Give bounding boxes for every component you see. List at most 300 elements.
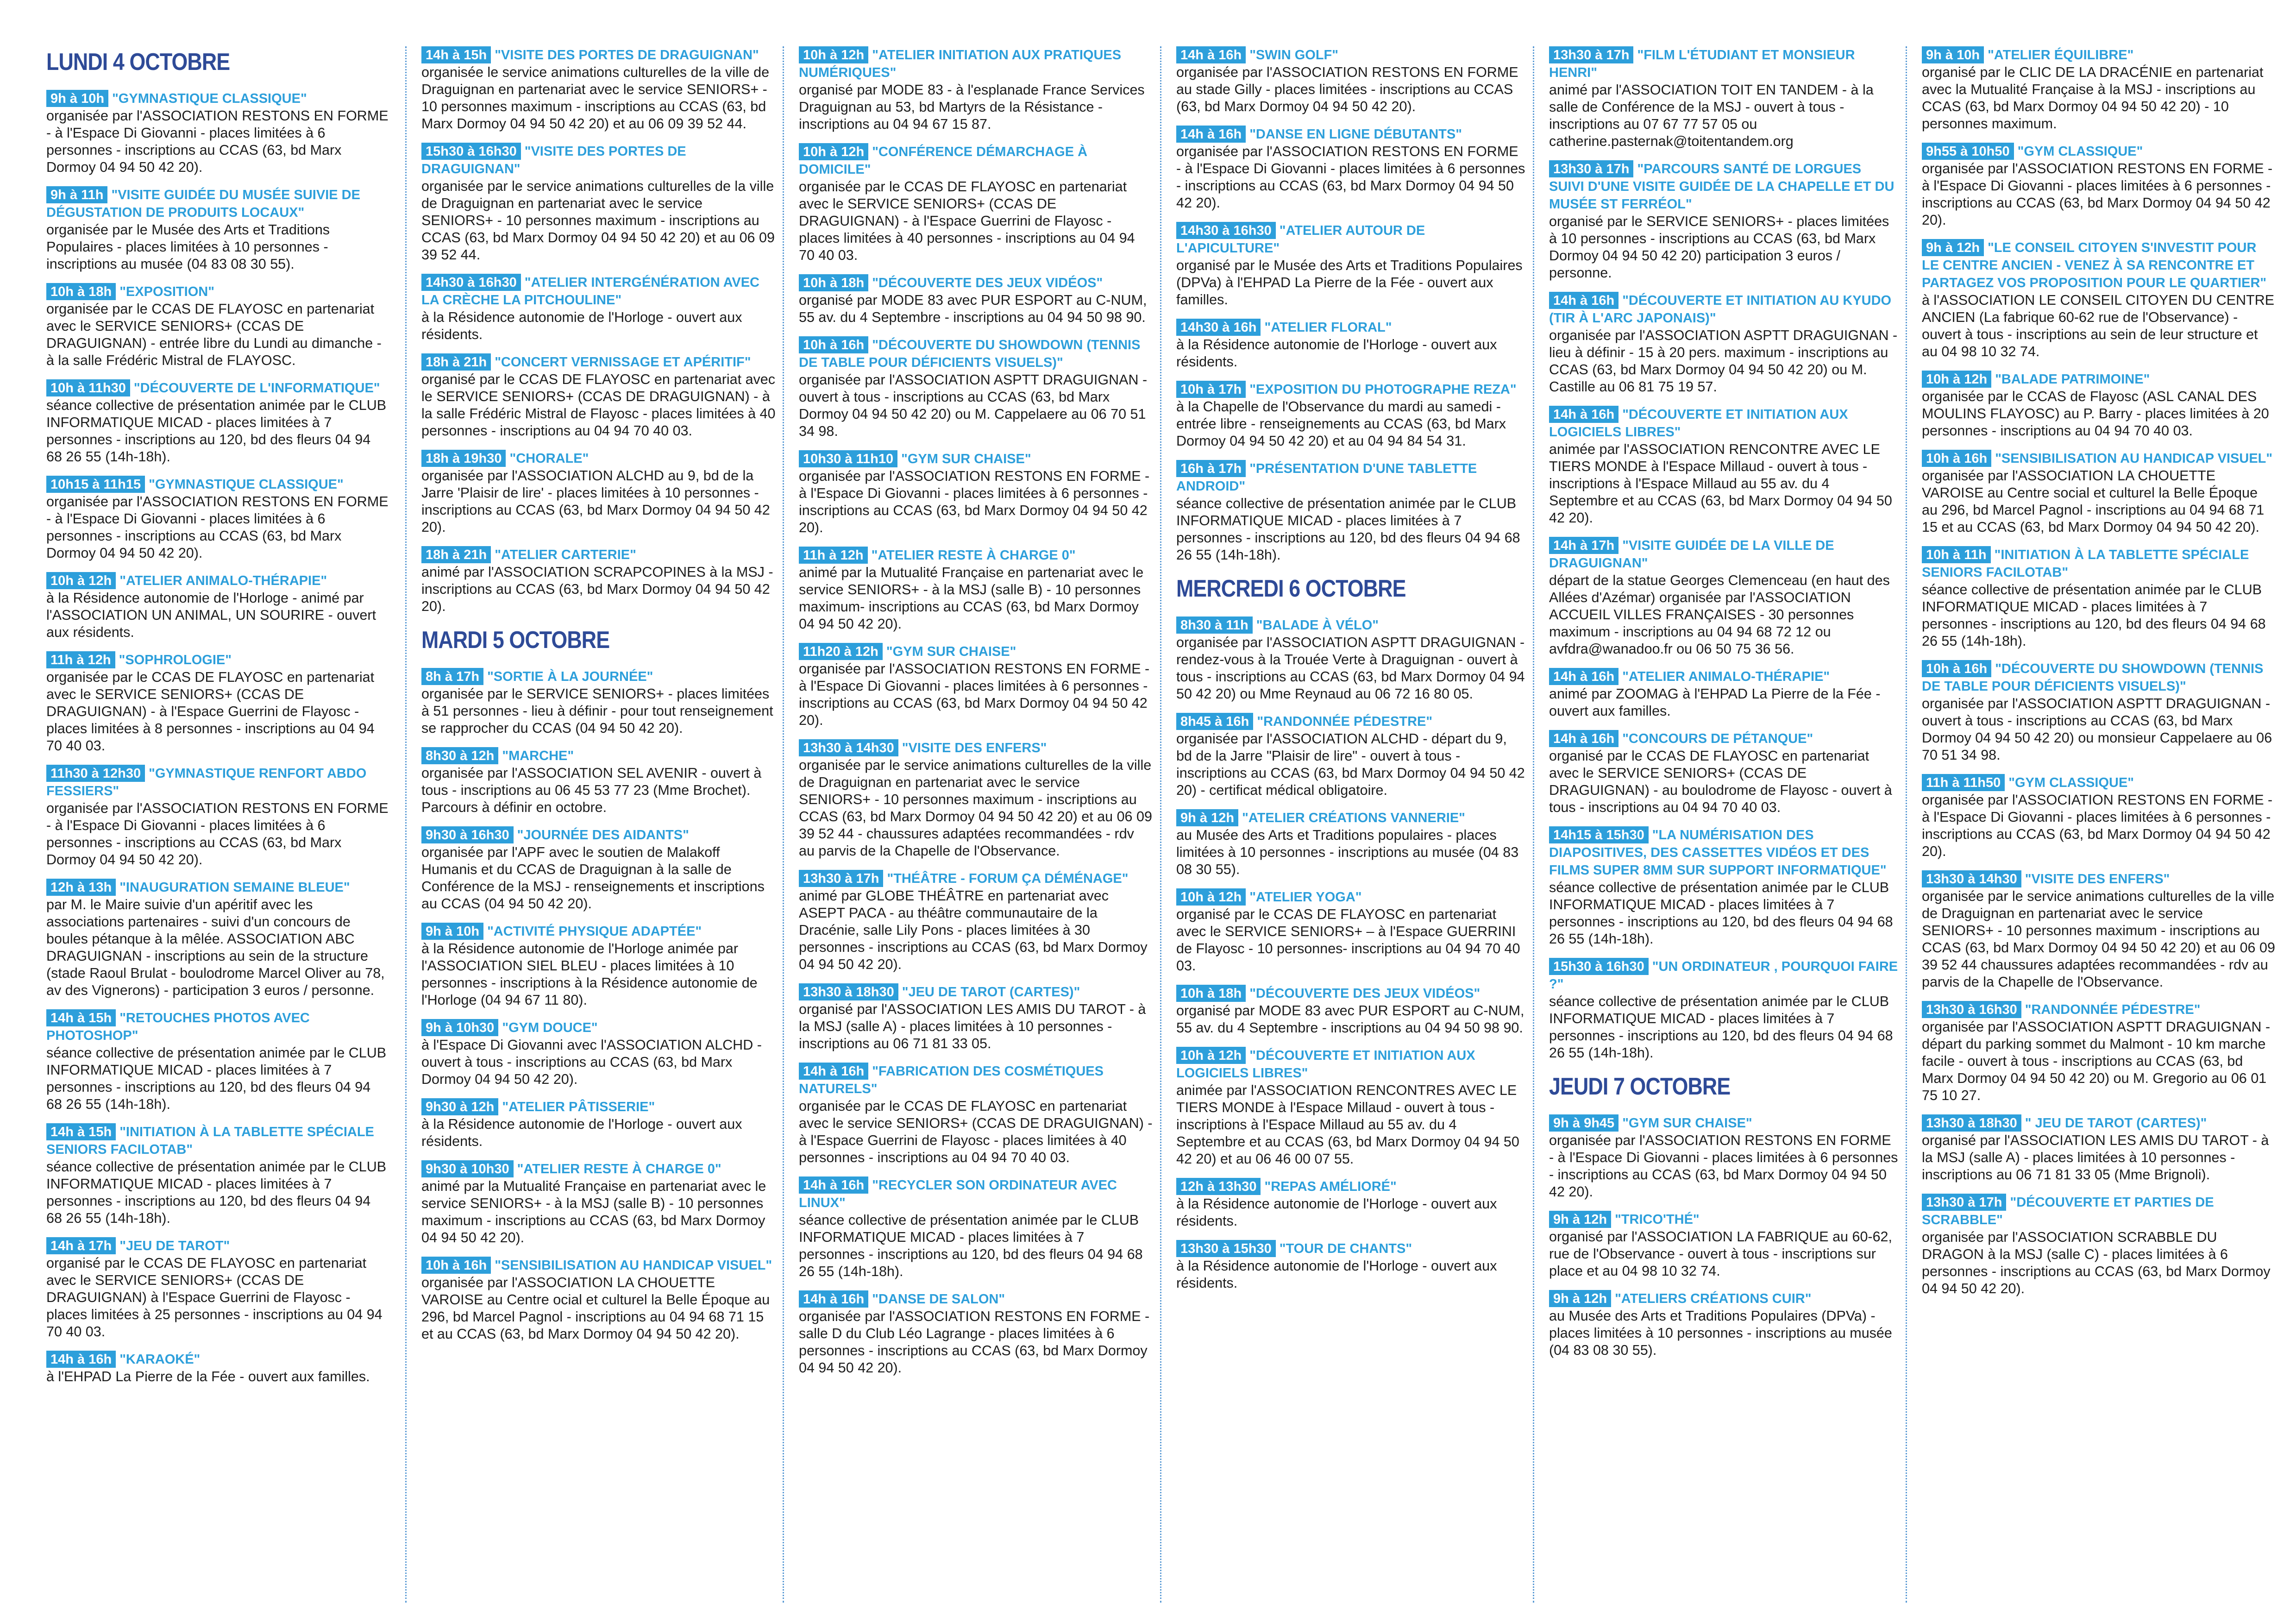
event-description: organisée le service animations culturelles de la ville de Draguignan en partenariat avec le service SENIORS+ - 10 personnes maximum - inscriptions au CCAS (63, bd Marx Dormoy 04 94 50 42 20) et au 06 09 39 52 44.	[421, 64, 770, 132]
time-badge: 14h à 17h	[1549, 537, 1618, 554]
time-badge: 14h à 16h	[46, 1351, 116, 1368]
time-badge: 10h à 12h	[799, 46, 868, 63]
event-item	[1549, 668, 1899, 720]
time-badge: 14h à 16h	[1549, 406, 1618, 423]
event-item	[1549, 1211, 1899, 1280]
event-item	[1176, 381, 1526, 450]
event-item	[1176, 616, 1526, 703]
time-badge: 11h à 11h50	[1922, 774, 2005, 791]
event-title: "LE CONSEIL CITOYEN S'INVESTIT POUR LE CENTRE ANCIEN - VENEZ À SA RENCONTRE ET PARTAGEZ VOS PROPOSITION POUR LE QUARTIER"	[1922, 240, 2267, 290]
event-item	[421, 923, 776, 1009]
event-title: "GYM DOUCE"	[502, 1020, 598, 1035]
event-title: "VISITE DES PORTES DE DRAGUIGNAN"	[495, 48, 759, 63]
event-description: organisé par MODE 83 avec PUR ESPORT au C-NUM, 55 av. du 4 Septembre - inscriptions au 04 94 50 98 90.	[799, 292, 1147, 325]
event-description: organisée par l'ASSOCIATION ALCHD - départ du 9, bd de la Jarre "Plaisir de lire" - ouvert à tous - inscriptions au CCAS (63, bd Marx Dormoy 04 94 50 42 20) - certificat médical obligatoire.	[1176, 731, 1525, 798]
event-title: "JOURNÉE DES AIDANTS"	[517, 828, 689, 843]
event-item	[421, 450, 776, 536]
time-badge: 8h à 17h	[421, 668, 483, 685]
time-badge: 8h30 à 12h	[421, 747, 498, 764]
time-badge: 9h à 12h	[1922, 239, 1984, 256]
event-item	[1922, 143, 2276, 229]
event-title: "VISITE DES ENFERS"	[2025, 872, 2170, 887]
event-title: "CONCOURS DE PÉTANQUE"	[1622, 731, 1813, 746]
event-item	[1176, 1047, 1526, 1168]
time-badge: 15h30 à 16h30	[421, 143, 521, 160]
day-block	[1549, 1073, 1899, 1359]
event-title: "BALADE À VÉLO"	[1256, 618, 1379, 633]
event-description: organisée par l'ASSOCIATION RESTONS EN FORME - à l'Espace Di Giovanni - places limitées à 6 personnes - inscriptions au CCAS (63, bd Marx Dormoy 04 94 50 42 20).	[1549, 1132, 1898, 1200]
event-description: organisé par le CLIC DE LA DRACÉNIE en partenariat avec la Mutualité Française à la MSJ - inscriptions au CCAS (63, bd Marx Dormoy 04 94 50 42 20) - 10 personnes maximum.	[1922, 64, 2264, 132]
time-badge: 13h30 à 17h	[1549, 46, 1633, 63]
event-description: animée par l'ASSOCIATION RENCONTRE AVEC LE TIERS MONDE à l'Espace Millaud - ouvert à tous - inscriptions à l'Espace Millaud au 55 av. du 4 Septembre et au CCAS (63, bd Marx Dormoy 04 94 50 42 20).	[1549, 441, 1892, 526]
event-title: "ATELIER FLORAL"	[1264, 320, 1392, 335]
time-badge: 14h à 15h	[46, 1123, 116, 1140]
time-badge: 10h à 18h	[46, 283, 116, 300]
day-block	[1176, 46, 1526, 564]
time-badge: 11h30 à 12h30	[46, 765, 145, 782]
event-description: organisée par l'APF avec le soutien de Malakoff Humanis et du CCAS de Draguignan à la salle de Conférence de la MSJ - renseignements et inscriptions au CCAS (04 94 50 42 20).	[421, 844, 765, 912]
event-description: à l'ASSOCIATION LE CONSEIL CITOYEN DU CENTRE ANCIEN (La fabrique 60-62 rue de l'Observance) - ouvert à tous - inscriptions au sein de leur structure et au 04 98 10 32 74.	[1922, 292, 2275, 359]
event-item	[1922, 450, 2276, 536]
event-title: "DÉCOUVERTE DES JEUX VIDÉOS"	[1249, 986, 1480, 1001]
event-description: séance collective de présentation animée par le CLUB INFORMATIQUE MICAD - places limitées à 7 personnes - inscriptions au 120, bd des fleurs 04 94 68 26 55 (14h-18h).	[1176, 496, 1520, 563]
time-badge: 10h à 16h	[421, 1257, 491, 1274]
event-description: organisée par l'ASSOCIATION ASPTT DRAGUIGNAN - lieu à définir - 15 à 20 pers. maximum - inscriptions au CCAS (63, bd Marx Dormoy 04 94 50 42 20) ou M. Castille au 06 81 75 19 57.	[1549, 327, 1898, 395]
event-title: "GYM CLASSIQUE"	[2017, 144, 2143, 159]
event-title: "GYMNASTIQUE CLASSIQUE"	[149, 477, 344, 492]
event-title: "ATELIER RESTE À CHARGE 0"	[871, 548, 1076, 563]
event-item	[799, 739, 1153, 860]
time-badge: 9h à 10h30	[421, 1019, 498, 1036]
event-item	[1176, 713, 1526, 799]
event-item	[1176, 809, 1526, 878]
event-item	[1549, 160, 1899, 282]
event-item	[799, 1290, 1153, 1377]
time-badge: 14h à 15h	[46, 1009, 116, 1026]
event-item	[1176, 319, 1526, 371]
event-description: par M. le Maire suivie d'un apéritif avec les associations partenaires - suivi d'un concours de boules pétanque à la mêlée. ASSOCIATION ABC DRAGUIGNAN - inscriptions au sein de la structure (stade Raoul Brulat - boulodrome Marcel Oliver au 78, av des Vignerons) - participation 3 euros / personne.	[46, 897, 385, 998]
event-title: "DÉCOUVERTE ET INITIATION AUX LOGICIELS LIBRES"	[1176, 1048, 1475, 1081]
day-block	[421, 626, 776, 1343]
event-title: "ATELIER CRÉATIONS VANNERIE"	[1242, 811, 1465, 825]
time-badge: 10h à 12h	[1922, 371, 1991, 388]
event-title: "VISITE GUIDÉE DE LA VILLE DE DRAGUIGNAN"	[1549, 538, 1834, 571]
event-description: organisé par le CCAS DE FLAYOSC en partenariat avec le SERVICE SENIORS+ (CCAS DE DRAGUIGNAN) - à la salle Frédéric Mistral de Flayosc - places limitées à 40 personnes - inscriptions au 04 94 70 40 03.	[421, 371, 776, 439]
event-description: organisée par le CCAS DE FLAYOSC en partenariat avec le SERVICE SENIORS+ (CCAS DE DRAGUIGNAN) - à l'Espace Guerrini de Flayosc - places limitées à 40 personnes - inscriptions au 04 94 70 40 03.	[799, 179, 1135, 263]
event-description: organisée par l'ASSOCIATION RESTONS EN FORME - à l'Espace Di Giovanni - places limitées à 6 personnes - inscriptions au CCAS (63, bd Marx Dormoy 04 94 50 42 20).	[46, 494, 389, 561]
event-item	[46, 1009, 389, 1113]
column-3	[783, 46, 1153, 1603]
time-badge: 9h30 à 16h30	[421, 826, 514, 843]
event-item	[421, 274, 776, 343]
time-badge: 8h30 à 11h	[1176, 616, 1253, 634]
event-title: "GYMNASTIQUE RENFORT ABDO FESSIERS"	[46, 766, 367, 799]
event-title: "EXPOSITION DU PHOTOGRAPHE REZA"	[1249, 382, 1517, 397]
time-badge: 11h à 12h	[799, 547, 868, 564]
event-title: "SOPHROLOGIE"	[119, 653, 232, 667]
time-badge: 10h15 à 11h15	[46, 476, 145, 493]
event-item	[1549, 406, 1899, 527]
event-title: "RECYCLER SON ORDINATEUR AVEC LINUX"	[799, 1178, 1117, 1210]
event-title: "CONCERT VERNISSAGE ET APÉRITIF"	[495, 355, 751, 370]
event-title: "EXPOSITION"	[119, 284, 214, 299]
event-description: séance collective de présentation animée par le CLUB INFORMATIQUE MICAD - places limitées à 7 personnes - inscriptions au 120, bd des fleurs 04 94 68 26 55 (14h-18h).	[799, 1212, 1143, 1279]
event-description: à la Résidence autonomie de l'Horloge - ouvert aux résidents.	[421, 309, 742, 342]
time-badge: 13h30 à 17h	[799, 870, 883, 887]
event-description: organisé par MODE 83 - à l'esplanade France Services Draguignan au 53, bd Martyrs de la Résistance - inscriptions au 04 94 67 15 87.	[799, 82, 1145, 132]
time-badge: 14h à 16h	[799, 1063, 868, 1080]
event-title: "REPAS AMÉLIORÉ"	[1264, 1179, 1397, 1194]
event-item	[46, 1123, 389, 1227]
day-block	[1549, 46, 1899, 1062]
time-badge: 10h à 16h	[799, 336, 868, 353]
event-description: organisée par l'ASSOCIATION ASPTT DRAGUIGNAN - départ du parking sommet du Malmont - 10 km marche facile - ouvert à tous - inscriptions au CCAS (63, bd Marx Dormoy 04 94 50 42 20) ou M. Gregorio au 06 01 75 10 27.	[1922, 1019, 2271, 1103]
event-title: "ATELIER INTERGÉNÉRATION AVEC LA CRÈCHE LA PITCHOULINE"	[421, 275, 760, 308]
event-description: à l'Espace Di Giovanni avec l'ASSOCIATION ALCHD - ouvert à tous - inscriptions au CCAS (63, bd Marx Dormoy 04 94 50 42 20).	[421, 1037, 762, 1087]
column-6	[1906, 46, 2276, 1603]
event-item	[1549, 1290, 1899, 1359]
event-description: organisée par l'ASSOCIATION ASPTT DRAGUIGNAN - ouvert à tous - inscriptions au CCAS (63, bd Marx Dormoy 04 94 50 42 20) ou monsieur Cappelaere au 06 70 51 34 98.	[1922, 696, 2272, 763]
event-description: organisée par l'ASSOCIATION RESTONS EN FORME - à l'Espace Di Giovanni - places limitées à 6 personnes - inscriptions au CCAS (63, bd Marx Dormoy 04 94 50 42 20).	[46, 800, 389, 868]
time-badge: 13h30 à 17h	[1549, 160, 1633, 177]
time-badge: 14h à 16h	[799, 1290, 868, 1308]
event-title: "DÉCOUVERTE DU SHOWDOWN (TENNIS DE TABLE POUR DÉFICIENTS VISUELS)"	[1922, 661, 2264, 694]
event-item	[1176, 888, 1526, 975]
event-description: animée par l'ASSOCIATION RENCONTRES AVEC LE TIERS MONDE à l'Espace Millaud - ouvert à tous - inscriptions à l'Espace Millaud au 55 av. du 4 Septembre et au CCAS (63, bd Marx Dormoy 04 94 50 42 20) et au 06 46 00 07 55.	[1176, 1082, 1519, 1167]
time-badge: 12h à 13h30	[1176, 1178, 1261, 1195]
event-title: "FABRICATION DES COSMÉTIQUES NATURELS"	[799, 1064, 1104, 1096]
event-description: à la Résidence autonomie de l'Horloge - ouvert aux résidents.	[1176, 337, 1497, 370]
day-heading: MERCREDI 6 OCTOBRE	[1176, 575, 1406, 602]
event-item	[421, 1257, 776, 1343]
event-title: "RETOUCHES PHOTOS AVEC PHOTOSHOP"	[46, 1011, 310, 1043]
time-badge: 13h30 à 18h30	[799, 983, 898, 1000]
event-item	[799, 143, 1153, 264]
event-description: organisée par le service animations culturelles de la ville de Draguignan en partenariat avec le service SENIORS+ - 10 personnes maximum - inscriptions au CCAS (63, bd Marx Dormoy 04 94 50 42 20) et au 06 09 39 52 44 chaussures adaptées recommandées - rdv au parvis de la Chapelle de l'Observance.	[1922, 888, 2275, 990]
event-description: à la Résidence autonomie de l'Horloge animée par l'ASSOCIATION SIEL BLEU - places limitées à 10 personnes - inscriptions à la Résidence autonomie de l'Horloge (04 94 67 11 80).	[421, 941, 758, 1008]
day-block	[421, 46, 776, 615]
event-title: "THÉÂTRE - FORUM ÇA DÉMÉNAGE"	[887, 871, 1129, 886]
time-badge: 9h à 10h	[46, 90, 108, 107]
day-heading: JEUDI 7 OCTOBRE	[1549, 1073, 1731, 1100]
time-badge: 13h30 à 18h30	[1922, 1114, 2021, 1132]
event-description: animé par la Mutualité Française en partenariat avec le service SENIORS+ - à la MSJ (salle B) - 10 personnes maximum- inscriptions au CCAS (63, bd Marx Dormoy 04 94 50 42 20).	[799, 565, 1144, 632]
event-description: au Musée des Arts et Traditions Populaires (DPVa) - places limitées à 10 personnes - inscriptions au musée (04 83 08 30 55).	[1549, 1308, 1892, 1358]
event-item	[799, 274, 1153, 326]
time-badge: 10h à 11h30	[46, 379, 130, 396]
event-description: organisée par l'ASSOCIATION RESTONS EN FORME - à l'Espace Di Giovanni - places limitées à 6 personnes - inscriptions au CCAS (63, bd Marx Dormoy 04 94 50 42 20).	[1176, 144, 1525, 211]
time-badge: 14h à 16h	[799, 1176, 868, 1194]
event-title: "RANDONNÉE PÉDESTRE"	[1257, 714, 1433, 729]
time-badge: 10h à 18h	[799, 274, 868, 291]
event-title: "CONFÉRENCE DÉMARCHAGE À DOMICILE"	[799, 145, 1088, 177]
event-description: organisée par le CCAS DE FLAYOSC en partenariat avec le SERVICE SENIORS+ (CCAS DE DRAGUIGNAN) - entrée libre du Lundi au dimanche - à la salle Frédéric Mistral de FLAYOSC.	[46, 301, 382, 368]
event-description: organisée par le service animations culturelles de la ville de Draguignan en partenariat avec le service SENIORS+ - 10 personnes maximum - inscriptions au CCAS (63, bd Marx Dormoy 04 94 50 42 20) et au 06 09 39 52 44 - chaussures adaptées recommandées - rdv au parvis de la Chapelle de l'Observance.	[799, 757, 1152, 859]
event-item	[799, 983, 1153, 1052]
day-heading: MARDI 5 OCTOBRE	[421, 627, 610, 654]
event-description: à la Chapelle de l'Observance du mardi au samedi - entrée libre - renseignements au CCAS (63, bd Marx Dormoy 04 94 50 42 20) et au 04 94 84 54 31.	[1176, 399, 1506, 449]
event-description: à l'EHPAD La Pierre de la Fée - ouvert aux familles.	[46, 1369, 370, 1384]
event-description: à la Résidence autonomie de l'Horloge - animé par l'ASSOCIATION UN ANIMAL, UN SOURIRE - ouvert aux résidents.	[46, 590, 376, 640]
event-description: organisée par l'ASSOCIATION LA CHOUETTE VAROISE au Centre social et culturel la Belle Époque au 296, bd Marcel Pagnol - inscriptions au 04 94 68 71 15 et au CCAS (63, bd Marx Dormoy 04 94 50 42 20).	[1922, 468, 2265, 535]
event-item	[1176, 126, 1526, 212]
time-badge: 9h à 12h	[1176, 809, 1238, 826]
event-item	[421, 46, 776, 132]
event-title: "ACTIVITÉ PHYSIQUE ADAPTÉE"	[487, 924, 702, 939]
event-description: organisée par l'ASSOCIATION SEL AVENIR - ouvert à tous - inscriptions au 06 45 53 77 23 (Mme Brochet). Parcours à définir en octobre.	[421, 765, 762, 815]
event-title: "ATELIER RESTE À CHARGE 0"	[517, 1162, 721, 1176]
event-description: séance collective de présentation animée par le CLUB INFORMATIQUE MICAD - places limitées à 7 personnes - inscriptions au 120, bd des fleurs 04 94 68 26 55 (14h-18h).	[1922, 582, 2266, 649]
event-item	[46, 476, 389, 562]
event-description: séance collective de présentation animée par le CLUB INFORMATIQUE MICAD - places limitées à 7 personnes - inscriptions au 120, bd des fleurs 04 94 68 26 55 (14h-18h).	[1549, 880, 1893, 947]
event-description: au Musée des Arts et Traditions populaires - places limitées à 10 personnes - inscriptions au musée (04 83 08 30 55).	[1176, 827, 1519, 877]
event-item	[421, 1019, 776, 1088]
event-description: organisée par le CCAS DE FLAYOSC en partenariat avec le service SENIORS+ (CCAS DE DRAGUIGNAN) - à l'Espace Guerrini de Flayosc - places limitées à 40 personnes - inscriptions au 04 94 70 40 03.	[799, 1098, 1153, 1165]
event-title: "ATELIER AUTOUR DE L'APICULTURE"	[1176, 223, 1425, 256]
event-item	[1922, 1114, 2276, 1183]
event-description: organisée par le Musée des Arts et Traditions Populaires - places limitées à 10 personnes - inscriptions au musée (04 83 08 30 55).	[46, 222, 330, 272]
event-item	[799, 870, 1153, 973]
time-badge: 14h à 16h	[1549, 668, 1618, 685]
event-description: organisée par l'ASSOCIATION RESTONS EN FORME au stade Gilly - places limitées - inscriptions au CCAS (63, bd Marx Dormoy 04 94 50 42 20).	[1176, 64, 1518, 114]
event-description: organisée par l'ASSOCIATION ASPTT DRAGUIGNAN - ouvert à tous - inscriptions au CCAS (63, bd Marx Dormoy 04 94 50 42 20) ou M. Cappelaere au 06 70 51 34 98.	[799, 372, 1148, 439]
time-badge: 13h30 à 14h30	[1922, 870, 2021, 887]
event-description: organisé par l'ASSOCIATION LA FABRIQUE au 60-62, rue de l'Observance - ouvert à tous - inscriptions sur place et au 04 98 10 32 74.	[1549, 1229, 1892, 1279]
event-description: organisée par l'ASSOCIATION RESTONS EN FORME - à l'Espace Di Giovanni - places limitées à 6 personnes - inscriptions au CCAS (63, bd Marx Dormoy 04 94 50 42 20).	[799, 661, 1150, 728]
time-badge: 14h à 17h	[46, 1237, 116, 1254]
time-badge: 18h à 19h30	[421, 450, 506, 467]
event-title: "SWIN GOLF"	[1249, 48, 1339, 63]
time-badge: 18h à 21h	[421, 546, 491, 563]
time-badge: 14h30 à 16h30	[1176, 222, 1276, 239]
event-title: "DANSE EN LIGNE DÉBUTANTS"	[1249, 127, 1462, 142]
event-item	[1922, 1001, 2276, 1104]
event-title: "CHORALE"	[509, 451, 589, 466]
event-item	[421, 353, 776, 440]
event-title: "VISITE DES PORTES DE DRAGUIGNAN"	[421, 144, 686, 176]
event-description: séance collective de présentation animée par le CLUB INFORMATIQUE MICAD - places limitées à 7 personnes - inscriptions au 120, bd des fleurs 04 94 68 26 55 (14h-18h).	[46, 1159, 387, 1226]
event-description: organisée par le service animations culturelles de la ville de Draguignan en partenariat avec le service SENIORS+ - 10 personnes maximum - inscriptions au CCAS (63, bd Marx Dormoy 04 94 50 42 20) et au 06 09 39 52 44.	[421, 178, 775, 263]
event-item	[46, 572, 389, 641]
event-item	[799, 1063, 1153, 1166]
event-item	[46, 765, 389, 868]
event-title: "ATELIER YOGA"	[1249, 890, 1362, 905]
column-2	[405, 46, 776, 1603]
event-item	[1176, 460, 1526, 564]
event-title: "JEU DE TAROT (CARTES)"	[902, 985, 1080, 1000]
event-item	[1549, 46, 1899, 150]
time-badge: 14h à 16h	[1549, 730, 1618, 747]
event-item	[1549, 730, 1899, 816]
time-badge: 13h30 à 17h	[1922, 1194, 2006, 1211]
event-item	[799, 1176, 1153, 1280]
event-title: "PRÉSENTATION D'UNE TABLETTE ANDROID"	[1176, 461, 1477, 494]
event-title: "TOUR DE CHANTS"	[1279, 1241, 1412, 1256]
event-item	[421, 1098, 776, 1150]
event-description: séance collective de présentation animée par le CLUB INFORMATIQUE MICAD - places limitées à 7 personnes - inscriptions au 120, bd des fleurs 04 94 68 26 55 (14h-18h).	[1549, 994, 1893, 1061]
event-item	[1176, 46, 1526, 115]
time-badge: 10h à 12h	[1176, 1047, 1246, 1064]
time-badge: 14h à 16h	[1176, 126, 1246, 143]
time-badge: 14h15 à 15h30	[1549, 826, 1649, 843]
event-description: organisée par l'ASSOCIATION RESTONS EN FORME - à l'Espace Di Giovanni - places limitées à 6 personnes - inscriptions au CCAS (63, bd Marx Dormoy 04 94 50 42 20).	[799, 468, 1150, 535]
event-title: "GYMNASTIQUE CLASSIQUE"	[112, 91, 307, 106]
event-description: organisée par l'ASSOCIATION RESTONS EN FORME - à l'Espace Di Giovanni - places limitées à 6 personnes - inscriptions au CCAS (63, bd Marx Dormoy 04 94 50 42 20).	[1922, 161, 2273, 228]
event-item	[421, 143, 776, 264]
event-item	[799, 547, 1153, 633]
event-description: animé par l'ASSOCIATION TOIT EN TANDEM - à la salle de Conférence de la MSJ - ouvert à tous - inscriptions au 07 67 77 57 05 ou catherine.pasternak@toitentandem.org	[1549, 82, 1874, 149]
event-item	[1922, 1194, 2276, 1297]
event-title: "GYM SUR CHAISE"	[901, 452, 1031, 466]
time-badge: 9h à 9h45	[1549, 1114, 1618, 1132]
column-4	[1160, 46, 1526, 1603]
event-title: "BALADE PATRIMOINE"	[1995, 372, 2150, 387]
time-badge: 14h à 16h	[1176, 46, 1246, 63]
time-badge: 13h30 à 15h30	[1176, 1240, 1276, 1257]
event-description: organisé par MODE 83 avec PUR ESPORT au C-NUM, 55 av. du 4 Septembre - inscriptions au 04 94 50 98 90.	[1176, 1003, 1524, 1036]
event-title: "SENSIBILISATION AU HANDICAP VISUEL"	[495, 1258, 772, 1273]
time-badge: 16h à 17h	[1176, 460, 1246, 477]
event-description: organisée par le CCAS de Flayosc (ASL CANAL DES MOULINS FLAYOSC) au P. Barry - places limitées à 20 personnes - inscriptions au 04 94 70 40 03.	[1922, 389, 2269, 439]
event-item	[1176, 222, 1526, 308]
event-title: "ATELIER PÂTISSERIE"	[502, 1100, 655, 1114]
event-description: organisée par l'ASSOCIATION RESTONS EN FORME - à l'Espace Di Giovanni - places limitées à 6 personnes - inscriptions au CCAS (63, bd Marx Dormoy 04 94 50 42 20).	[46, 108, 389, 175]
event-item	[799, 46, 1153, 133]
event-item	[1922, 239, 2276, 360]
day-block	[799, 46, 1153, 1377]
event-title: "INAUGURATION SEMAINE BLEUE"	[119, 880, 350, 895]
event-title: "VISITE GUIDÉE DU MUSÉE SUIVIE DE DÉGUSTATION DE PRODUITS LOCAUX"	[46, 188, 360, 220]
event-title: "VISITE DES ENFERS"	[902, 741, 1047, 755]
event-item	[421, 1160, 776, 1246]
event-item	[1549, 292, 1899, 396]
time-badge: 10h à 16h	[1922, 660, 1991, 677]
event-description: départ de la statue Georges Clemenceau (en haut des Allées d'Azémar) organisée par l'ASSOCIATION ACCUEIL VILLES FRANÇAISES - 30 personnes maximum - inscriptions au 04 94 68 72 12 ou avfdra@wanadoo.fr ou 06 50 75 36 56.	[1549, 572, 1890, 657]
event-item	[1922, 46, 2276, 132]
event-item	[799, 450, 1153, 536]
time-badge: 9h à 12h	[1549, 1290, 1611, 1307]
event-item	[1922, 774, 2276, 860]
event-title: "TRICO'THÉ"	[1615, 1212, 1700, 1227]
event-description: organisée par l'ASSOCIATION RESTONS EN FORME - à l'Espace Di Giovanni - places limitées à 6 personnes - inscriptions au CCAS (63, bd Marx Dormoy 04 94 50 42 20).	[1922, 792, 2273, 859]
event-description: organisé par le CCAS DE FLAYOSC en partenariat avec le SERVICE SENIORS+ (CCAS DE DRAGUIGNAN) à l'Espace Guerrini de Flayosc - places limitées à 25 personnes - inscriptions au 04 94 70 40 03.	[46, 1255, 383, 1340]
column-1	[46, 46, 389, 1603]
event-title: "ATELIER ANIMALO-THÉRAPIE"	[119, 573, 327, 588]
time-badge: 10h à 11h	[1922, 546, 1991, 563]
event-title: "ATELIER INITIATION AUX PRATIQUES NUMÉRIQUES"	[799, 48, 1122, 80]
event-title: "ATELIER CARTERIE"	[495, 547, 636, 562]
event-title: "ATELIER ANIMALO-THÉRAPIE"	[1622, 669, 1830, 684]
event-title: "DANSE DE SALON"	[872, 1292, 1005, 1307]
event-title: "DÉCOUVERTE DE L'INFORMATIQUE"	[133, 381, 380, 396]
event-description: à la Résidence autonomie de l'Horloge - ouvert aux résidents.	[1176, 1258, 1497, 1291]
event-item	[1176, 985, 1526, 1037]
event-item	[1549, 826, 1899, 948]
event-description: organisée par l'ASSOCIATION ALCHD au 9, bd de la Jarre 'Plaisir de lire' - places limitées à 10 personnes - inscriptions au CCAS (63, bd Marx Dormoy 04 94 50 42 20).	[421, 468, 770, 535]
event-item	[46, 90, 389, 176]
time-badge: 15h30 à 16h30	[1549, 958, 1649, 975]
event-title: "MARCHE"	[502, 749, 574, 763]
event-title: "GYM CLASSIQUE"	[2008, 775, 2134, 790]
event-description: organisé par l'ASSOCIATION LES AMIS DU TAROT - à la MSJ (salle A) - places limitées à 10 personnes - inscriptions au 06 71 81 33 05 (Mme Brignoli).	[1922, 1132, 2269, 1183]
event-item	[421, 668, 776, 737]
time-badge: 9h55 à 10h50	[1922, 143, 2014, 160]
time-badge: 9h à 10h	[421, 923, 483, 940]
event-item	[1549, 537, 1899, 658]
event-item	[1922, 660, 2276, 764]
time-badge: 13h30 à 16h30	[1922, 1001, 2021, 1018]
event-item	[46, 1351, 389, 1385]
time-badge: 10h à 16h	[1922, 450, 1991, 467]
event-title: "LA NUMÉRISATION DES DIAPOSITIVES, DES CASSETTES VIDÉOS ET DES FILMS SUPER 8MM SUR SUPPORT INFORMATIQUE"	[1549, 828, 1887, 878]
event-description: organisée par l'ASSOCIATION LA CHOUETTE VAROISE au Centre ocial et culturel la Belle Époque au 296, bd Marcel Pagnol - inscriptions au 04 94 68 71 15 et au CCAS (63, bd Marx Dormoy 04 94 50 42 20).	[421, 1275, 770, 1342]
time-badge: 12h à 13h	[46, 879, 116, 896]
time-badge: 18h à 21h	[421, 353, 491, 371]
time-badge: 10h30 à 11h10	[799, 450, 897, 467]
event-title: "DÉCOUVERTE DU SHOWDOWN (TENNIS DE TABLE POUR DÉFICIENTS VISUELS)"	[799, 338, 1141, 370]
event-item	[46, 1237, 389, 1340]
event-title: "ATELIERS CRÉATIONS CUIR"	[1615, 1291, 1812, 1306]
event-title: "ATELIER ÉQUILIBRE"	[1988, 48, 2134, 63]
event-description: animé par ZOOMAG à l'EHPAD La Pierre de la Fée - ouvert aux familles.	[1549, 686, 1881, 719]
event-description: animé par la Mutualité Française en partenariat avec le service SENIORS+ - à la MSJ (salle B) - 10 personnes maximum - inscriptions au CCAS (63, bd Marx Dormoy 04 94 50 42 20).	[421, 1178, 766, 1246]
event-description: organisé par le SERVICE SENIORS+ - places limitées à 10 personnes - inscriptions au CCAS (63, bd Marx Dormoy 04 94 50 42 20) participation 3 euros / personne.	[1549, 214, 1889, 281]
time-badge: 13h30 à 14h30	[799, 739, 898, 756]
time-badge: 14h à 16h	[1549, 292, 1618, 309]
time-badge: 10h à 12h	[46, 572, 116, 589]
event-description: organisé par le Musée des Arts et Traditions Populaires (DPVa) à l'EHPAD La Pierre de la Fée - ouvert aux familles.	[1176, 258, 1523, 308]
event-item	[1922, 546, 2276, 650]
event-description: organisée par le CCAS DE FLAYOSC en partenariat avec le SERVICE SENIORS+ (CCAS DE DRAGUIGNAN) - à l'Espace Guerrini de Flayosc - places limitées à 8 personnes - inscriptions au 04 94 70 40 03.	[46, 669, 375, 754]
event-item	[421, 826, 776, 912]
event-title: "DÉCOUVERTE DES JEUX VIDÉOS"	[872, 276, 1103, 290]
time-badge: 10h à 12h	[799, 143, 868, 160]
event-description: organisée par l'ASSOCIATION SCRABBLE DU DRAGON à la MSJ (salle C) - places limitées à 6 personnes - inscriptions au CCAS (63, bd Marx Dormoy 04 94 50 42 20).	[1922, 1229, 2271, 1296]
event-title: "DÉCOUVERTE ET PARTIES DE SCRABBLE"	[1922, 1195, 2214, 1227]
time-badge: 10h à 18h	[1176, 985, 1246, 1002]
time-badge: 9h30 à 10h30	[421, 1160, 514, 1177]
event-description: organisé par le CCAS DE FLAYOSC en partenariat avec le SERVICE SENIORS+ – à l'Espace GUERRINI de Flayosc - 10 personnes- inscriptions au 04 94 70 40 03.	[1176, 906, 1520, 974]
event-title: "SORTIE À LA JOURNÉE"	[487, 669, 653, 684]
event-item	[46, 186, 389, 273]
event-title: "INITIATION À LA TABLETTE SPÉCIALE SENIORS FACILOTAB"	[1922, 547, 2249, 580]
time-badge: 11h20 à 12h	[799, 643, 883, 660]
event-item	[46, 651, 389, 755]
event-item	[1549, 1114, 1899, 1201]
event-description: animé par l'ASSOCIATION SCRAPCOPINES à la MSJ - inscriptions au CCAS (63, bd Marx Dormoy 04 94 50 42 20).	[421, 564, 773, 614]
event-title: "UN ORDINATEUR , POURQUOI FAIRE ?"	[1549, 959, 1898, 992]
event-title: "GYM SUR CHAISE"	[886, 644, 1016, 659]
time-badge: 10h à 12h	[1176, 888, 1246, 906]
event-item	[1176, 1178, 1526, 1230]
event-item	[799, 336, 1153, 440]
event-item	[46, 879, 389, 999]
event-title: "INITIATION À LA TABLETTE SPÉCIALE SENIORS FACILOTAB"	[46, 1125, 374, 1157]
time-badge: 9h à 10h	[1922, 46, 1984, 63]
day-block	[46, 48, 389, 1385]
event-description: organisé par le CCAS DE FLAYOSC en partenariat avec le SERVICE SENIORS+ (CCAS DE DRAGUIGNAN) - au boulodrome de Flayosc - ouvert à tous - inscriptions au 04 94 70 40 03.	[1549, 748, 1892, 815]
event-description: animé par GLOBE THÉÂTRE en partenariat avec ASEPT PACA - au théâtre communautaire de la Dracénie, salle Lily Pons - places limitées à 30 personnes - inscriptions au CCAS (63, bd Marx Dormoy 04 94 50 42 20).	[799, 888, 1148, 972]
event-title: "FILM L'ÉTUDIANT ET MONSIEUR HENRI"	[1549, 48, 1855, 80]
event-description: à la Résidence autonomie de l'Horloge - ouvert aux résidents.	[421, 1116, 742, 1149]
event-description: organisé par l'ASSOCIATION LES AMIS DU TAROT - à la MSJ (salle A) - places limitées à 10 personnes - inscriptions au 06 71 81 33 05.	[799, 1001, 1146, 1051]
event-item	[1922, 371, 2276, 440]
event-description: à la Résidence autonomie de l'Horloge - ouvert aux résidents.	[1176, 1196, 1497, 1229]
time-badge: 8h45 à 16h	[1176, 713, 1253, 730]
day-block	[1922, 46, 2276, 1297]
event-item	[1549, 958, 1899, 1062]
time-badge: 9h à 12h	[1549, 1211, 1611, 1228]
